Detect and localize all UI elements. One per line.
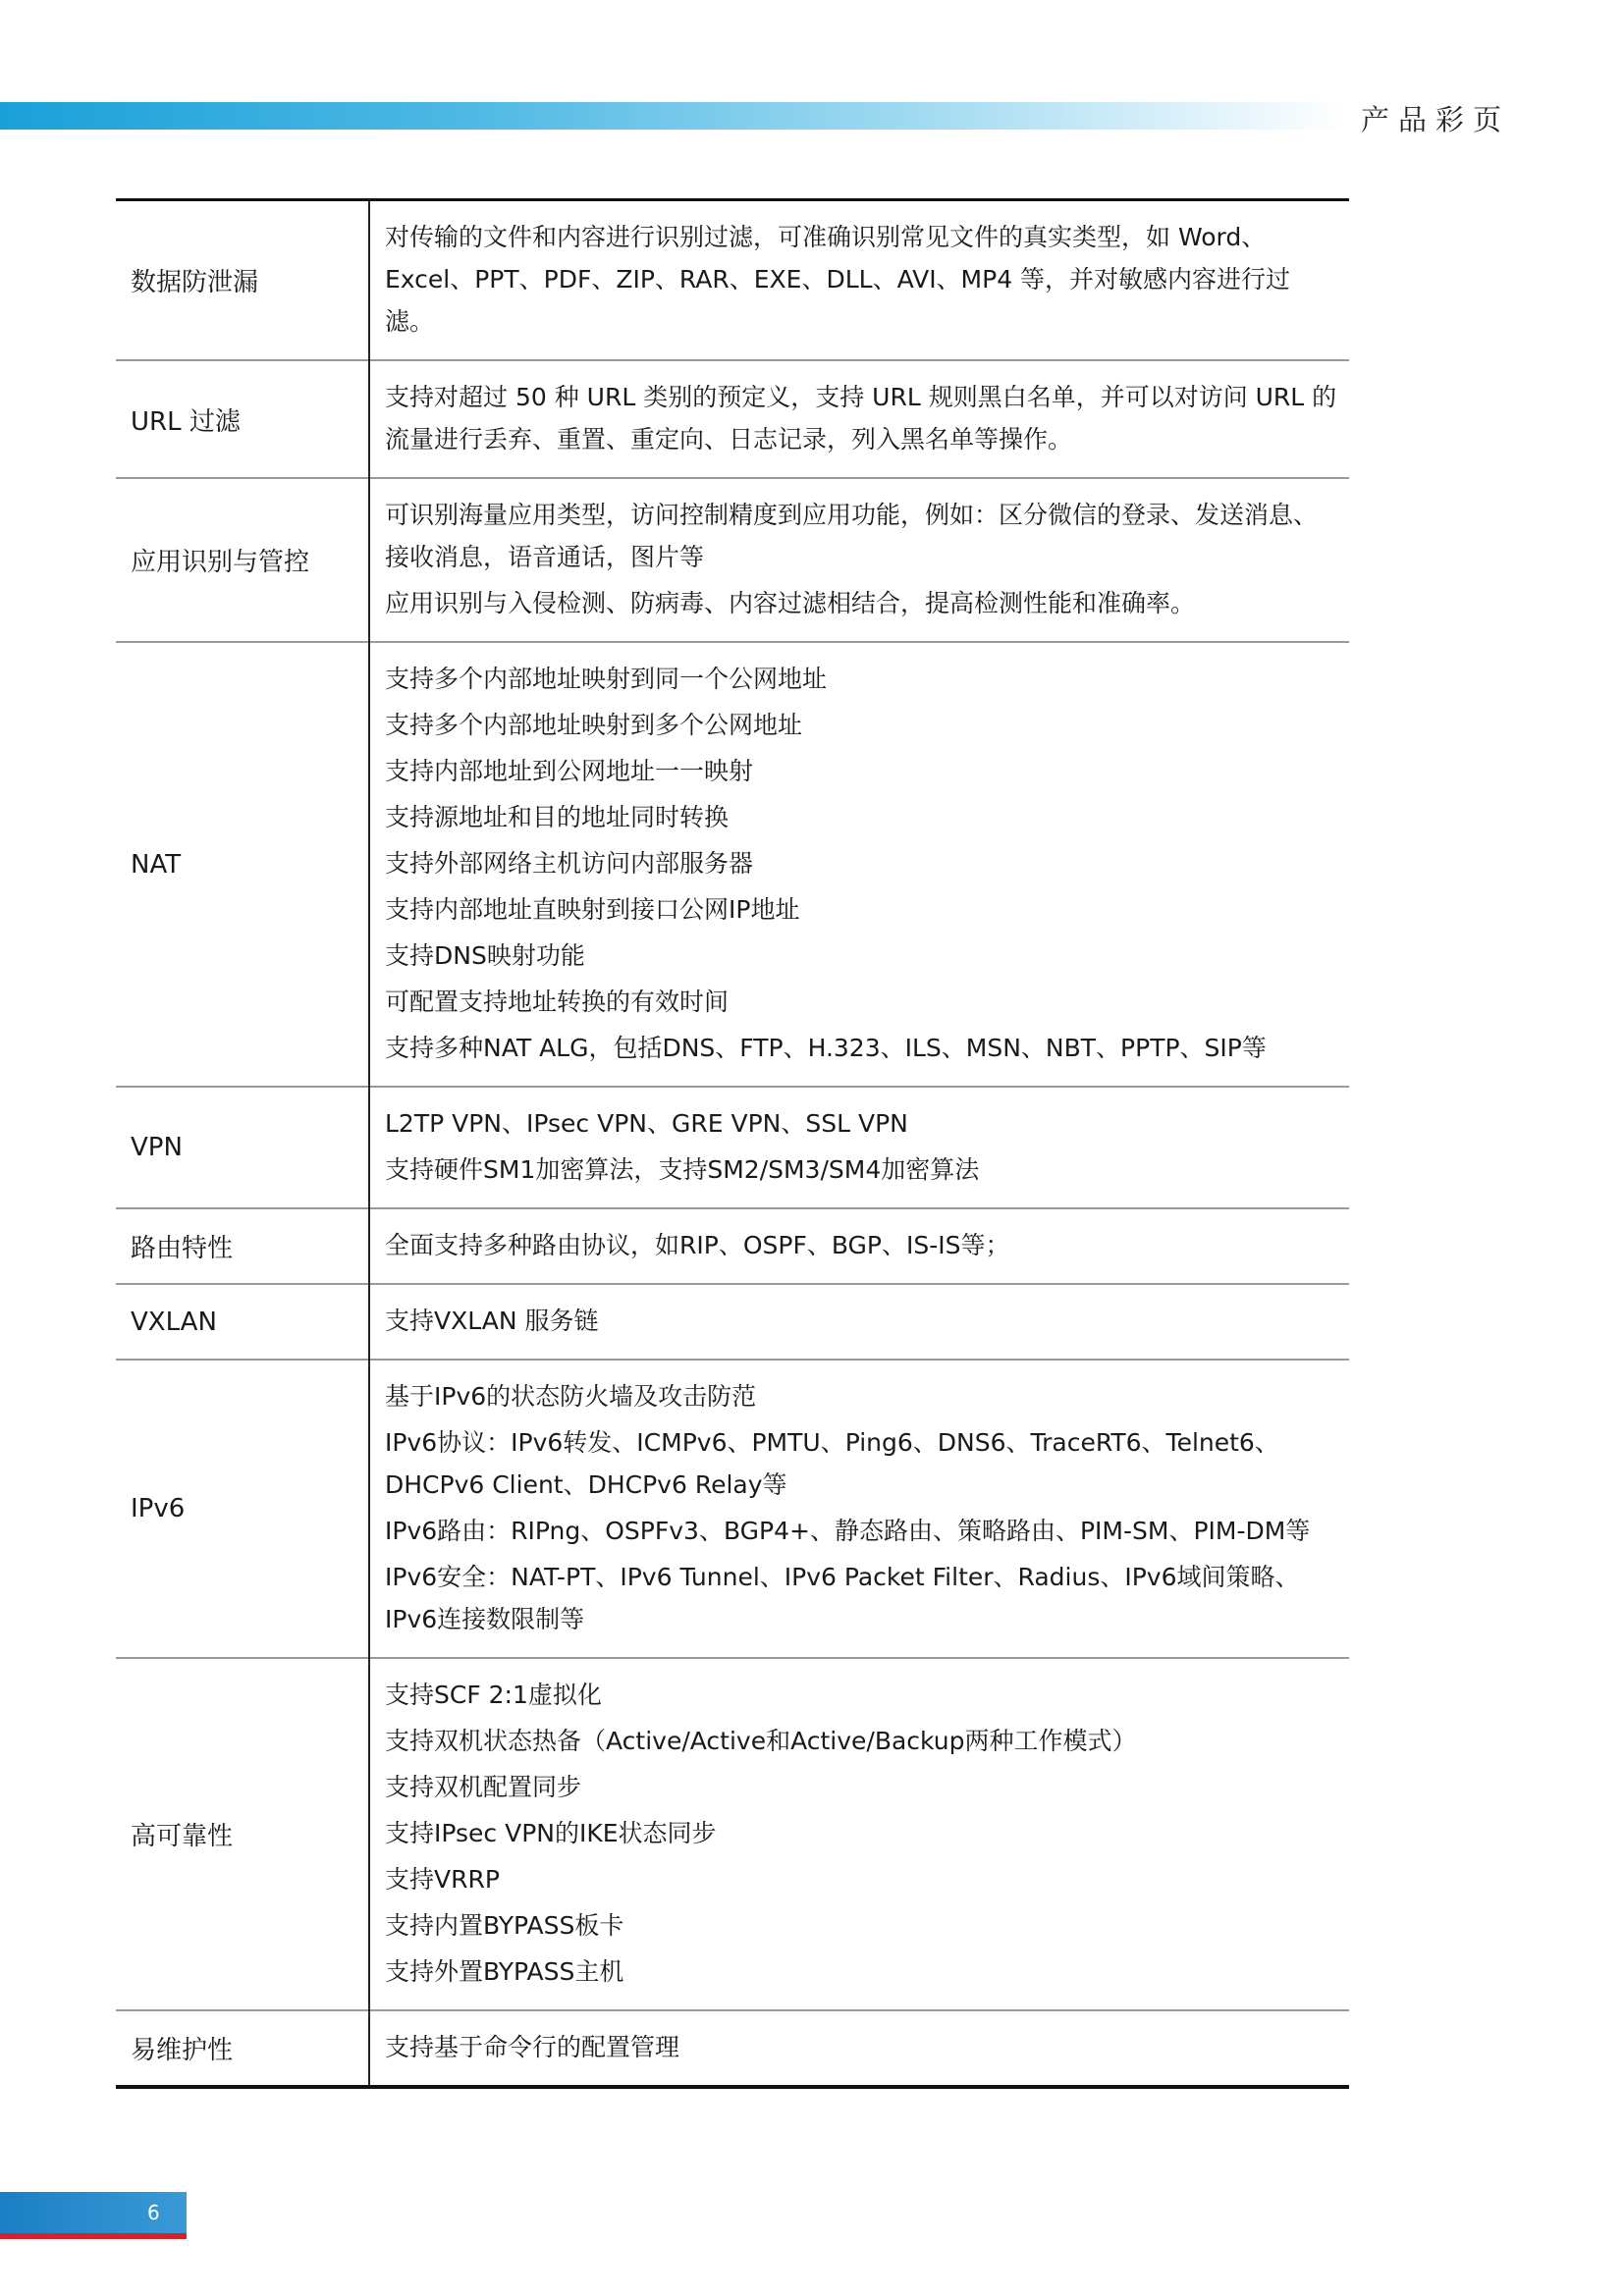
description-line: 支持源地址和目的地址同时转换 — [385, 803, 730, 831]
feature-name: 路由特性 — [116, 1208, 369, 1284]
description-line: 支持外置BYPASS主机 — [385, 1957, 624, 1986]
table-row — [116, 1208, 1349, 1284]
description-line: IPv6安全：NAT-PT、IPv6 Tunnel、IPv6 Packet Filter、Radius、IPv6域间策略、IPv6连接数限制等 — [385, 1563, 1300, 1633]
feature-description — [369, 2010, 1349, 2087]
description-line: 支持内置BYPASS板卡 — [385, 1911, 624, 1940]
description-line: 支持DNS映射功能 — [385, 941, 585, 970]
page-number: 6 — [147, 2201, 160, 2224]
feature-name: VXLAN — [116, 1284, 369, 1360]
description-line: 支持SCF 2:1虚拟化 — [385, 1681, 602, 1709]
description-line: 基于IPv6的状态防火墙及攻击防范 — [385, 1382, 757, 1411]
table-row — [116, 360, 1349, 478]
table-row — [116, 1658, 1349, 2010]
feature-description — [369, 1087, 1349, 1208]
feature-description — [369, 1360, 1349, 1658]
header-title: 产品彩页 — [1361, 103, 1511, 136]
description-line: 支持多个内部地址映射到同一个公网地址 — [385, 665, 828, 693]
table-row — [116, 2010, 1349, 2087]
description-line: 支持VRRP — [385, 1865, 500, 1894]
description-line: 支持内部地址到公网地址一一映射 — [385, 757, 754, 785]
description-line: 全面支持多种路由协议，如RIP、OSPF、BGP、IS-IS等； — [385, 1231, 1010, 1259]
feature-description — [369, 200, 1349, 361]
feature-description — [369, 1208, 1349, 1284]
feature-name: 数据防泄漏 — [116, 200, 369, 361]
feature-description — [369, 478, 1349, 642]
table-row — [116, 478, 1349, 642]
feature-description — [369, 642, 1349, 1087]
description-line: 对传输的文件和内容进行识别过滤，可准确识别常见文件的真实类型，如 Word、Excel、PPT、PDF、ZIP、RAR、EXE、DLL、AVI、MP4 等，并对敏感内容进行过滤。 — [385, 223, 1291, 336]
feature-name: 应用识别与管控 — [116, 478, 369, 642]
spec-table-body — [116, 200, 1349, 2088]
description-line: 支持基于命令行的配置管理 — [385, 2033, 680, 2061]
description-line: 支持IPsec VPN的IKE状态同步 — [385, 1819, 717, 1847]
description-line: L2TP VPN、IPsec VPN、GRE VPN、SSL VPN — [385, 1109, 908, 1138]
feature-name: VPN — [116, 1087, 369, 1208]
description-line: 支持双机状态热备（Active/Active和Active/Backup两种工作模式） — [385, 1727, 1137, 1755]
table-row — [116, 642, 1349, 1087]
header-accent-bar — [0, 102, 1345, 130]
description-line: 应用识别与入侵检测、防病毒、内容过滤相结合，提高检测性能和准确率。 — [385, 589, 1196, 617]
feature-name: URL 过滤 — [116, 360, 369, 478]
description-line: 可配置支持地址转换的有效时间 — [385, 988, 730, 1016]
description-line: IPv6路由：RIPng、OSPFv3、BGP4+、静态路由、策略路由、PIM-SM、PIM-DM等 — [385, 1517, 1311, 1545]
description-line: 支持外部网络主机访问内部服务器 — [385, 849, 754, 878]
description-line: 可识别海量应用类型，访问控制精度到应用功能，例如：区分微信的登录、发送消息、接收消息，语音通话，图片等 — [385, 501, 1319, 571]
table-row — [116, 1087, 1349, 1208]
description-line: 支持硬件SM1加密算法，支持SM2/SM3/SM4加密算法 — [385, 1155, 980, 1184]
description-line: 支持多个内部地址映射到多个公网地址 — [385, 711, 803, 739]
description-line: 支持对超过 50 种 URL 类别的预定义，支持 URL 规则黑白名单，并可以对访问 URL 的流量进行丢弃、重置、重定向、日志记录，列入黑名单等操作。 — [385, 383, 1337, 454]
description-line: 支持多种NAT ALG，包括DNS、FTP、H.323、ILS、MSN、NBT、PPTP、SIP等 — [385, 1034, 1267, 1062]
feature-name: 高可靠性 — [116, 1658, 369, 2010]
table-row — [116, 1284, 1349, 1360]
description-line: IPv6协议：IPv6转发、ICMPv6、PMTU、Ping6、DNS6、TraceRT6、Telnet6、DHCPv6 Client、DHCPv6 Relay等 — [385, 1428, 1279, 1499]
table-row — [116, 200, 1349, 361]
feature-description — [369, 1284, 1349, 1360]
feature-name: IPv6 — [116, 1360, 369, 1658]
feature-name: NAT — [116, 642, 369, 1087]
feature-description — [369, 1658, 1349, 2010]
table-row — [116, 1360, 1349, 1658]
description-line: 支持内部地址直映射到接口公网IP地址 — [385, 895, 800, 924]
feature-name: 易维护性 — [116, 2010, 369, 2087]
page-number-tab — [0, 2192, 187, 2239]
spec-table — [116, 198, 1349, 2089]
feature-description — [369, 360, 1349, 478]
description-line: 支持VXLAN 服务链 — [385, 1307, 599, 1335]
description-line: 支持双机配置同步 — [385, 1773, 582, 1801]
